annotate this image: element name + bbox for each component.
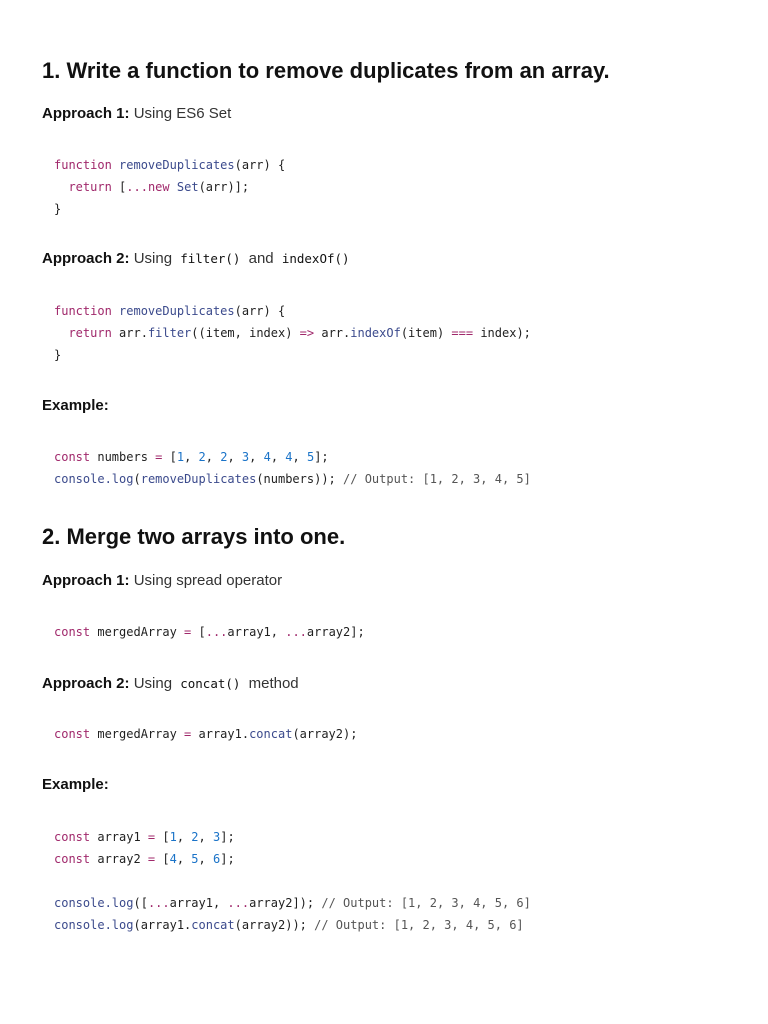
code-line: [54, 468, 531, 490]
code-token: 3: [241, 450, 250, 464]
code-line: [54, 914, 531, 936]
code-token: ];: [220, 852, 235, 866]
code-token: ,: [292, 450, 307, 464]
code-token: =: [184, 625, 192, 639]
code-token: concat: [191, 918, 235, 932]
code-token: =>: [299, 326, 315, 340]
code-token: console.log: [54, 918, 134, 932]
code-token: mergedArray: [90, 625, 185, 639]
code-token: ,: [270, 450, 286, 464]
code-line: [54, 848, 531, 870]
code-line: [54, 826, 531, 848]
q1-approach-2: [42, 250, 354, 267]
code-token: [112, 304, 119, 318]
code-token: array1,: [169, 896, 228, 910]
code-token: array2]);: [249, 896, 322, 910]
code-token: (array2));: [234, 918, 315, 932]
code-token: array1.: [191, 727, 250, 741]
code-token: (arr)];: [198, 180, 250, 194]
inline-code-indexof: indexOf(): [281, 251, 350, 266]
code-token: function: [54, 304, 112, 318]
code-line: [54, 870, 531, 892]
code-token: ,: [176, 852, 192, 866]
code-token: ((item, index): [191, 326, 300, 340]
code-token: // Output: [1, 2, 3, 4, 5, 6]: [321, 896, 531, 910]
code-token: (: [133, 472, 141, 486]
code-line: [54, 892, 531, 914]
code-token: array1,: [227, 625, 286, 639]
code-token: array1: [90, 830, 148, 844]
code-token: ===: [451, 326, 474, 340]
code-token: console.log: [54, 472, 134, 486]
code-token: array2];: [306, 625, 365, 639]
code-line: [54, 344, 531, 366]
code-token: ];: [314, 450, 329, 464]
code-line: [54, 723, 357, 745]
code-token: (item): [400, 326, 452, 340]
code-token: filter: [147, 326, 192, 340]
q1-approach-1-text: Using ES6 Set: [133, 105, 232, 122]
code-token: (arr) {: [234, 158, 286, 172]
code-token: [: [155, 852, 170, 866]
code-token: const: [54, 450, 91, 464]
code-token: ...: [126, 180, 148, 194]
code-token: 2: [220, 450, 228, 464]
code-token: removeDuplicates: [119, 158, 235, 172]
code-token: 6: [212, 852, 221, 866]
q1-approach-2-pre: Using: [133, 250, 173, 267]
code-token: [: [162, 450, 177, 464]
question-1-heading: 1. Write a function to remove duplicates from an array.: [42, 58, 610, 83]
code-token: // Output: [1, 2, 3, 4, 5, 6]: [314, 918, 524, 932]
q1-example-label: Example:: [42, 397, 109, 414]
code-token: ,: [184, 450, 199, 464]
code-token: [: [111, 180, 127, 194]
code-token: index);: [473, 326, 531, 340]
code-token: ,: [205, 450, 221, 464]
code-token: 1: [176, 450, 185, 464]
code-block-4: [54, 621, 365, 643]
code-token: ];: [220, 830, 235, 844]
code-line: [54, 621, 365, 643]
code-line: [54, 446, 531, 468]
code-token: 3: [212, 830, 221, 844]
code-line: [54, 154, 285, 176]
code-token: ...: [227, 896, 250, 910]
code-token: =: [155, 450, 163, 464]
q1-approach-2-label: Approach 2:: [42, 250, 130, 267]
code-token: (array1.: [133, 918, 192, 932]
code-token: 5: [191, 852, 199, 866]
code-line: [54, 322, 531, 344]
code-line: [54, 176, 285, 198]
code-token: ,: [198, 852, 213, 866]
code-token: ,: [198, 830, 213, 844]
code-token: 1: [169, 830, 177, 844]
code-token: function: [54, 158, 112, 172]
question-2-heading: 2. Merge two arrays into one.: [42, 524, 346, 549]
q1-approach-1: [42, 105, 231, 122]
code-token: 5: [306, 450, 315, 464]
code-token: =: [147, 852, 156, 866]
code-token: (numbers));: [256, 472, 344, 486]
code-token: arr.: [111, 326, 148, 340]
inline-code-concat: concat(): [180, 676, 241, 691]
code-token: ,: [176, 830, 192, 844]
q2-example-label: Example:: [42, 776, 109, 793]
code-token: ,: [249, 450, 264, 464]
code-token: [: [191, 625, 206, 639]
inline-code-filter: filter(): [180, 251, 241, 266]
code-token: [112, 158, 119, 172]
code-block-2: [54, 300, 531, 366]
q2-approach-1: [42, 572, 282, 589]
code-token: const: [54, 727, 91, 741]
code-token: numbers: [90, 450, 156, 464]
code-token: [54, 180, 68, 194]
code-token: ...: [285, 625, 307, 639]
code-token: concat: [249, 727, 293, 741]
code-token: return: [68, 180, 112, 194]
code-token: ...: [147, 896, 170, 910]
code-token: console.log: [54, 896, 134, 910]
q2-approach-1-text: Using spread operator: [133, 572, 283, 589]
code-token: ...: [205, 625, 228, 639]
code-block-5: [54, 723, 357, 745]
code-block-1: [54, 154, 285, 220]
code-line: [54, 300, 531, 322]
code-token: // Output: [1, 2, 3, 4, 5]: [343, 472, 531, 486]
code-block-3: [54, 446, 531, 490]
code-token: arr.: [314, 326, 351, 340]
code-token: removeDuplicates: [119, 304, 235, 318]
code-token: new: [147, 180, 170, 194]
q2-approach-2: [42, 675, 299, 692]
code-token: (array2);: [292, 727, 358, 741]
code-token: [: [155, 830, 170, 844]
code-token: 2: [191, 830, 199, 844]
code-token: ,: [227, 450, 242, 464]
code-block-6: [54, 826, 531, 936]
code-token: ([: [133, 896, 148, 910]
code-token: indexOf: [350, 326, 401, 340]
q1-approach-1-label: Approach 1:: [42, 105, 130, 122]
code-line: [54, 198, 285, 220]
q1-approach-2-mid: and: [248, 250, 274, 267]
code-token: 2: [198, 450, 206, 464]
code-token: const: [54, 852, 91, 866]
code-token: =: [147, 830, 156, 844]
q2-approach-2-pre: Using: [133, 675, 173, 692]
code-token: 4: [285, 450, 293, 464]
code-token: mergedArray: [90, 727, 185, 741]
code-token: }: [54, 202, 62, 216]
code-token: removeDuplicates: [140, 472, 257, 486]
code-token: const: [54, 830, 91, 844]
q2-approach-1-label: Approach 1:: [42, 572, 130, 589]
code-token: Set: [176, 180, 199, 194]
code-token: return: [68, 326, 112, 340]
code-token: =: [184, 727, 192, 741]
code-token: (arr) {: [234, 304, 286, 318]
code-token: [54, 326, 68, 340]
code-token: 4: [169, 852, 177, 866]
q2-approach-2-post: method: [248, 675, 299, 692]
code-token: 4: [263, 450, 271, 464]
q2-approach-2-label: Approach 2:: [42, 675, 130, 692]
code-token: [170, 180, 177, 194]
code-token: array2: [90, 852, 148, 866]
code-token: }: [54, 348, 62, 362]
code-token: const: [54, 625, 91, 639]
